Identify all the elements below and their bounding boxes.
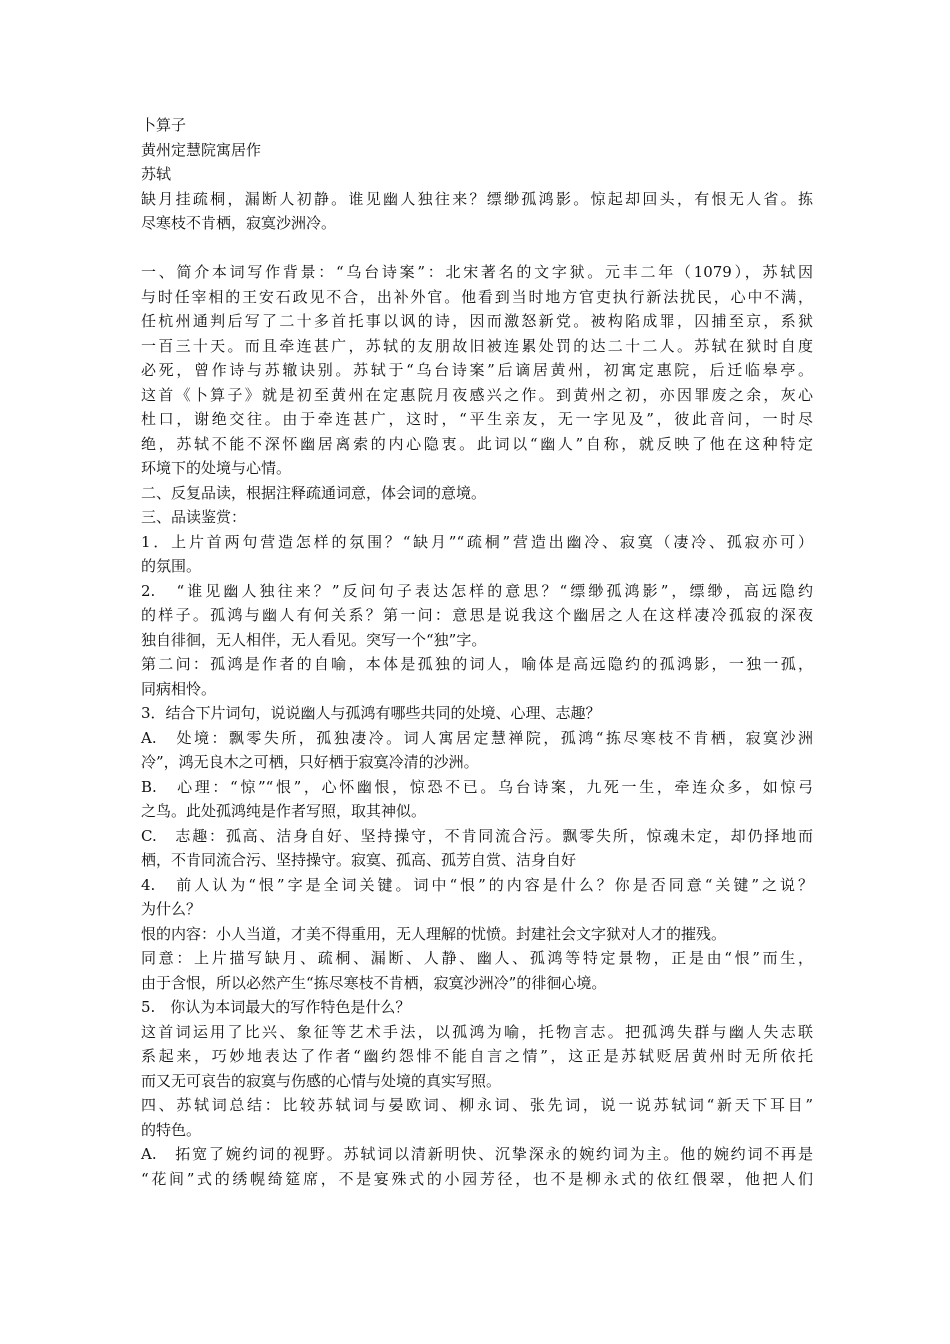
text-line: 冷”，鸿无良木之可栖，只好栖于寂寞冷清的沙洲。 [141, 753, 479, 771]
analysis-text [141, 260, 813, 1191]
text-line: 恨的内容：小人当道，才美不得重用，无人理解的忧愤。封建社会文字狱对人才的摧残。 [141, 924, 727, 943]
text-line: 由于含恨，所以必然产生“拣尽寒枝不肯栖，寂寞沙洲冷”的徘徊心境。 [141, 973, 607, 992]
text-line: 5. 你认为本词最大的写作特色是什么？ [141, 998, 411, 1016]
text-line: 的特色。 [141, 1120, 202, 1139]
poem-title: 卜算子 [141, 116, 187, 134]
text-line: C. 志趣：孤高、洁身自好、坚持操守，不肯同流合污。飘零失所，惊魂未定，却仍择地而 [141, 826, 813, 845]
poem-subtitle: 黄州定慧院寓居作 [141, 140, 262, 159]
poem-line: 缺月挂疏桐，漏断人初静。谁见幽人独往来？缥缈孤鸿影。惊起却回头，有恨无人省。拣 [141, 189, 813, 208]
text-line: A. 处境：飘零失所，孤独凄冷。词人寓居定慧禅院，孤鸿“拣尽寒枝不肯栖，寂寞沙洲 [141, 728, 813, 747]
text-line: 而又无可哀告的寂寞与伤感的心情与处境的真实写照。 [141, 1071, 502, 1090]
text-line: “花间”式的绣幌绮筵席，不是宴殊式的小园芳径，也不是柳永式的依红偎翠，他把人们 [141, 1169, 813, 1188]
text-line: 栖，不肯同流合污、坚持操守。寂寞、孤高、孤芳自赏、洁身自好 [141, 851, 577, 869]
text-line: 之鸟。此处孤鸿纯是作者写照，取其神似。 [141, 802, 427, 820]
text-line: B. 心理：“惊”“恨”，心怀幽恨，惊恐不已。乌台诗案，九死一生，牵连众多，如惊弓 [141, 777, 813, 796]
text-line: 这首词运用了比兴、象征等艺术手法，以孤鸿为喻，托物言志。把孤鸿失群与幽人失志联 [141, 1022, 813, 1041]
text-line: 绝，苏轼不能不深怀幽居离索的内心隐衷。此词以“幽人”自称，就反映了他在这种特定 [141, 434, 813, 453]
text-line: 环境下的处境与心情。 [141, 459, 292, 477]
text-line: A. 拓宽了婉约词的视野。苏轼词以清新明快、沉挚深永的婉约词为主。他的婉约词不再是 [141, 1145, 813, 1163]
text-line: 四、苏轼词总结：比较苏轼词与晏欧词、柳永词、张先词，说一说苏轼词“新天下耳目” [141, 1096, 813, 1114]
text-line: 一百三十天。而且牵连甚广，苏轼的友朋故旧被连累处罚的达二十二人。苏轼在狱时自度 [141, 336, 813, 355]
paragraph-gap [141, 236, 813, 261]
text-line: 系起来，巧妙地表达了作者“幽约怨悱不能自言之情”，这正是苏轼贬居黄州时无所依托 [141, 1047, 813, 1065]
text-line: 必死，曾作诗与苏辙诀别。苏轼于“乌台诗案”后谪居黄州，初寓定惠院，后迁临皋亭。 [141, 361, 813, 379]
text-line: 这首《卜算子》就是初至黄州在定惠院月夜感兴之作。到黄州之初，亦因罪废之余，灰心 [141, 385, 813, 404]
text-line: 同病相怜。 [141, 679, 217, 698]
poem-line: 尽寒枝不肯栖，寂寞沙洲冷。 [141, 214, 337, 232]
poem-author: 苏轼 [141, 165, 172, 183]
text-line: 第二问：孤鸿是作者的自喻，本体是孤独的词人，喻体是高远隐约的孤鸿影，一独一孤， [141, 655, 813, 673]
text-line: 二、反复品读，根据注释疏通词意，体会词的意境。 [141, 483, 487, 502]
text-line: 的氛围。 [141, 557, 202, 575]
document-body [141, 113, 813, 1191]
text-line: 的样子。孤鸿与幽人有何关系？第一问：意思是说我这个幽居之人在这样凄冷孤寂的深夜 [141, 606, 813, 624]
text-line: 1．上片首两句营造怎样的氛围？“缺月”“疏桐”营造出幽冷、寂寞（凄冷、孤寂亦可） [141, 532, 813, 551]
text-line: 任杭州通判后写了二十多首托事以讽的诗，因而激怒新党。被构陷成罪，囚捕至京，系狱 [141, 312, 813, 330]
text-line: 为什么？ [141, 900, 202, 918]
text-line: 杜口，谢绝交往。由于牵连甚广，这时，“平生亲友，无一字见及”，彼此音问，一时尽 [141, 410, 813, 428]
text-line: 与时任宰相的王安石政见不合，出补外官。他看到当时地方官吏执行新法扰民，心中不满， [141, 287, 813, 306]
text-line: 4. 前人认为“恨”字是全词关键。词中“恨”的内容是什么？你是否同意“关键”之说？ [141, 875, 813, 894]
text-line: 3．结合下片词句，说说幽人与孤鸿有哪些共同的处境、心理、志趣？ [141, 704, 601, 722]
text-line: 三、品读鉴赏： [141, 508, 247, 526]
text-line: 2. “谁见幽人独往来？”反问句子表达怎样的意思？“缥缈孤鸿影”，缥缈，高远隐约 [141, 581, 813, 600]
text-line: 一、简介本词写作背景：“乌台诗案”：北宋著名的文字狱。元丰二年（1079），苏轼因 [141, 263, 813, 281]
text-line: 同意：上片描写缺月、疏桐、漏断、人静、幽人、孤鸿等特定景物，正是由“恨”而生， [141, 949, 813, 967]
text-line: 独自徘徊，无人相伴，无人看见。突写一个“独”字。 [141, 630, 487, 649]
